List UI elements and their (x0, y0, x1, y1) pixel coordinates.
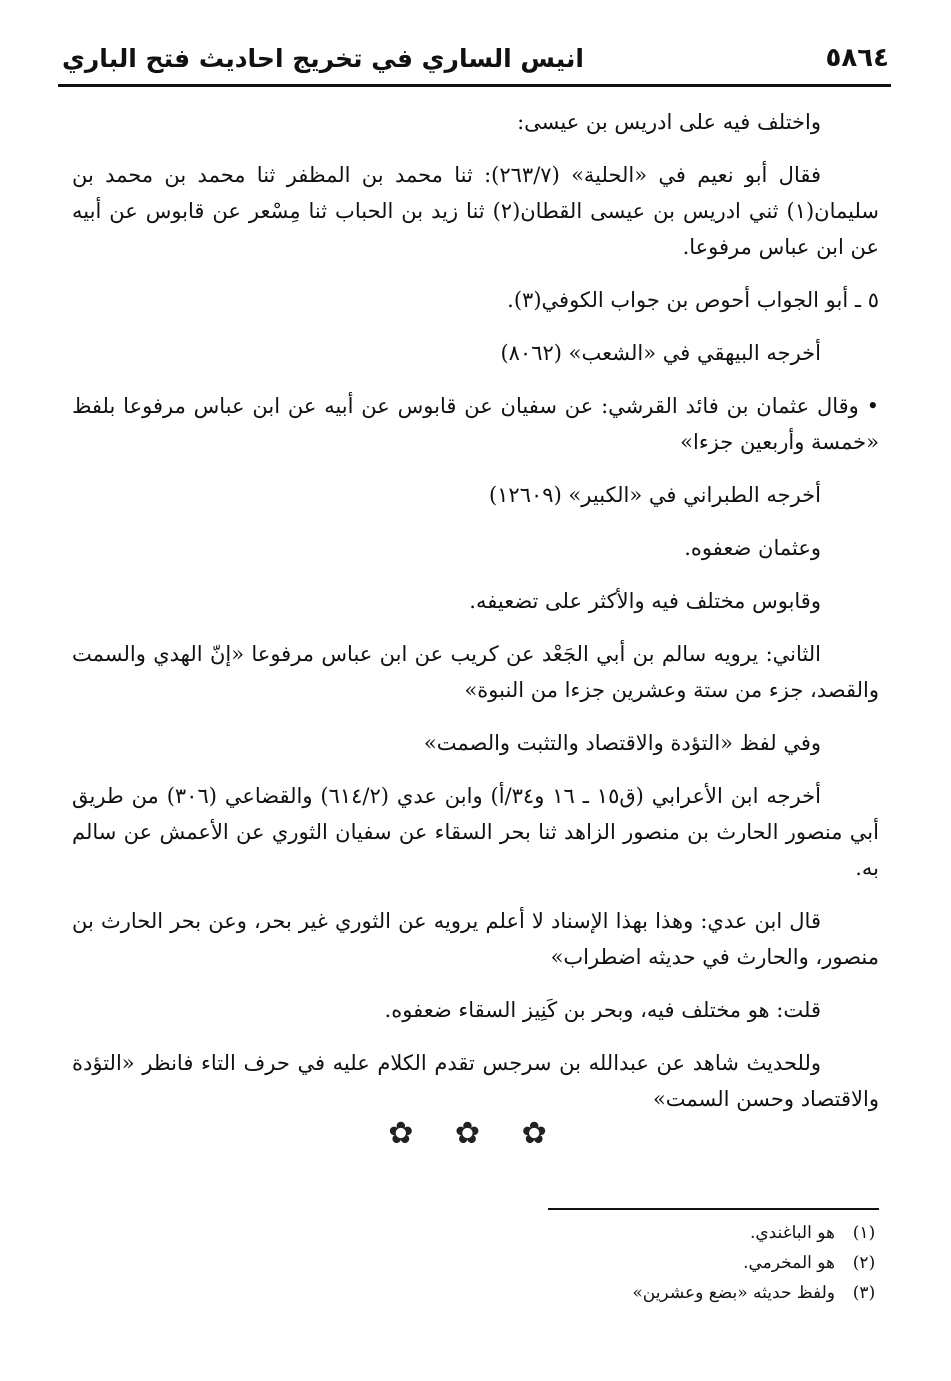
footnote-number: (١) (852, 1223, 876, 1243)
footnote (500, 1248, 879, 1278)
paragraph: قلت: هو مختلف فيه، وبحر بن كَنِيز السقاء ضعفوه. (384, 998, 821, 1022)
section-ornament: ✿ ✿ ✿ (388, 1116, 563, 1151)
paragraph: واختلف فيه على ادريس بن عيسى: (517, 110, 821, 134)
footnote-number: (٣) (852, 1283, 876, 1303)
main-text (72, 104, 879, 1134)
footnotes (500, 1218, 879, 1308)
paragraph: وفي لفظ «التؤدة والاقتصاد والتثبت والصمت» (423, 731, 821, 755)
paragraph: أخرجه ابن الأعرابي (ق١٥ ـ ١٦ و٣٤/أ) وابن عدي (٦١٤/٢) والقضاعي (٣٠٦) من طريق أبي منصور الحارث بن منصور الزاهد ثنا بحر السقاء عن سفيان الثوري عن الأعمش عن سالم به. (72, 784, 879, 880)
footnote (500, 1218, 879, 1248)
bullet-paragraph: • وقال عثمان بن فائد القرشي: عن سفيان عن قابوس عن أبيه عن ابن عباس مرفوعا بلفظ «خمسة وأربعين جزءا» (72, 394, 879, 454)
paragraph: أخرجه البيهقي في «الشعب» (٨٠٦٢) (500, 341, 821, 365)
footnote-text: هو المخرمي. (743, 1253, 835, 1273)
paragraph: قال ابن عدي: وهذا بهذا الإسناد لا أعلم يرويه عن الثوري غير بحر، وعن بحر الحارث بن منصور، والحارث في حديثه اضطراب» (72, 909, 879, 969)
footnote-text: ولفظ حديثه «بضع وعشرين» (632, 1283, 835, 1303)
page-number: ٥٨٦٤ (825, 43, 889, 73)
paragraph: الثاني: يرويه سالم بن أبي الجَعْد عن كريب عن ابن عباس مرفوعا «إنّ الهدي والسمت والقصد، جزء من ستة وعشرين جزءا من النبوة» (72, 642, 879, 702)
paragraph: وقابوس مختلف فيه والأكثر على تضعيفه. (469, 589, 821, 613)
numbered-item: ٥ ـ أبو الجواب أحوص بن جواب الكوفي(٣). (507, 288, 879, 312)
paragraph: فقال أبو نعيم في «الحلية» (٢٦٣/٧): ثنا محمد بن المظفر ثنا محمد بن محمد بن سليمان(١) ثني ادريس بن عيسى القطان(٢) ثنا زيد بن الحباب ثنا مِسْعر عن قابوس عن أبيه عن ابن عباس مرفوعا. (72, 163, 880, 259)
page-header (62, 36, 889, 80)
footnote-text: هو الباغندي. (749, 1223, 835, 1243)
paragraph: أخرجه الطبراني في «الكبير» (١٢٦٠٩) (488, 483, 821, 507)
footnote-number: (٢) (852, 1253, 876, 1273)
running-title: انيس الساري في تخريج احاديث فتح الباري (62, 43, 584, 73)
header-rule (58, 84, 891, 87)
paragraph: وعثمان ضعفوه. (684, 536, 821, 560)
footnote-rule (548, 1208, 879, 1210)
footnote (500, 1278, 879, 1308)
paragraph: وللحديث شاهد عن عبدالله بن سرجس تقدم الكلام عليه في حرف التاء فانظر «التؤدة والاقتصاد وحسن السمت» (72, 1051, 879, 1111)
